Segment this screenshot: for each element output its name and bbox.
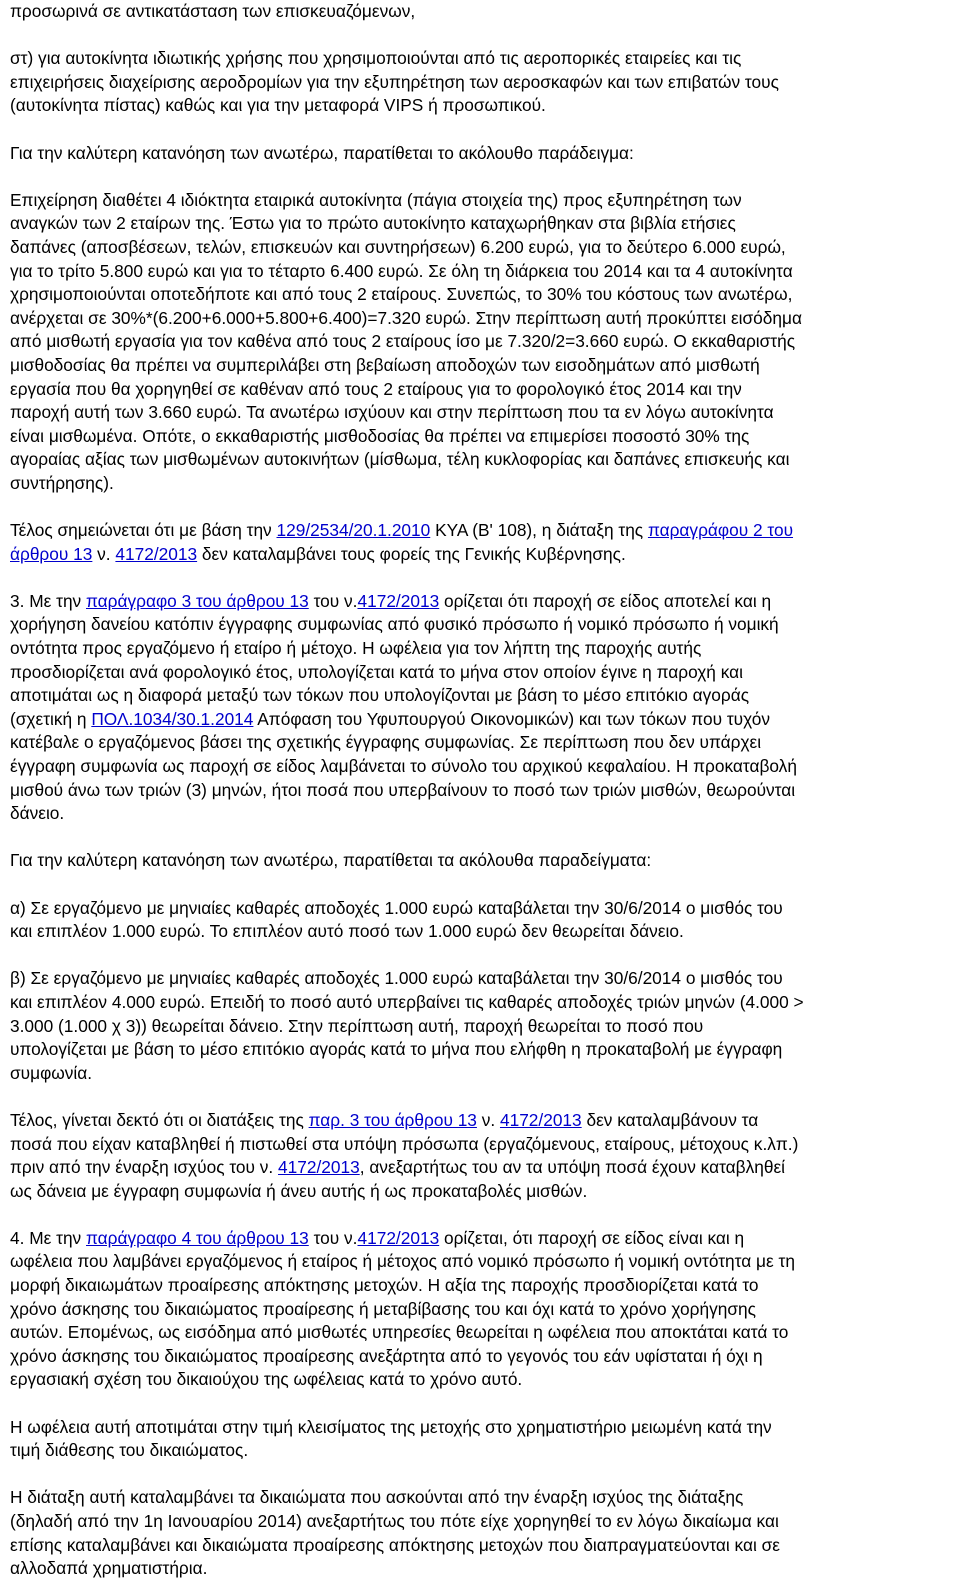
text-line: δάνειο. — [10, 803, 65, 824]
text-line: στ) για αυτοκίνητα ιδιωτικής χρήσης που χρησιμοποιούνται από τις αεροπορικές εταιρείες και τις — [10, 48, 742, 69]
paragraph-spacer — [10, 165, 950, 189]
text-run: Απόφαση του Υφυπουργού Οικονομικών) και των τόκων που τυχόν — [253, 708, 770, 729]
paragraph-example-a — [10, 897, 950, 944]
text-line: συμφωνία. — [10, 1062, 93, 1083]
paragraph-spacer — [10, 944, 950, 968]
text-run: ν. — [476, 1109, 500, 1130]
text-run: 3. Με την — [10, 590, 86, 611]
text-line: (αυτοκίνητα πίστας) καθώς και για την μεταφορά VIPS ή προσωπικού. — [10, 95, 546, 116]
text-line: αυτών. Επομένως, ως εισόδημα από μισθωτές υπηρεσίες θεωρείται η ωφέλεια που αποκτάται κατά το — [10, 1322, 789, 1343]
kya-link[interactable]: 129/2534/20.1.2010 — [276, 520, 431, 541]
paragraph-spacer — [10, 566, 950, 590]
text-line: χρόνο άσκησης του δικαιώματος προαίρεσης ανεξάρτητα από το γεγονός του εάν υφίσταται ή όχι η — [10, 1345, 763, 1366]
text-run: Τέλος, γίνεται δεκτό ότι οι διατάξεις της — [10, 1109, 309, 1130]
paragraph-spacer — [10, 873, 950, 897]
text-line: (δηλαδή από την 1η Ιανουαρίου 2014) ανεξαρτήτως του πότε είχε χορηγηθεί το εν λόγω δικαίωμα και — [10, 1511, 779, 1531]
paragraph-scope — [10, 1486, 950, 1580]
text-line: έγγραφη συμφωνία ως παροχή σε είδος λαμβάνεται το σύνολο του αρχικού κεφαλαίου. Η προκαταβολή — [10, 756, 797, 776]
paragraph-spacer — [10, 1463, 950, 1487]
text-run: ν. — [92, 543, 116, 564]
text-line: ως δάνεια με έγγραφη συμφωνία ή άνευ αυτής ή ως προκαταβολές μισθών. — [10, 1180, 588, 1201]
paragraph-valuation — [10, 1416, 950, 1463]
text-line: επιχειρήσεις διαχείρισης αεροδρομίων για την εξυπηρέτηση των αεροσκαφών και των επιβατών τους — [10, 71, 779, 92]
law-4172-link[interactable]: 4172/2013 — [357, 1227, 440, 1248]
text-run: (σχετική η — [10, 708, 92, 729]
text-line: β) Σε εργαζόμενο με μηνιαίες καθαρές αποδοχές 1.000 ευρώ καταβάλεται την 30/6/2014 ο μισθός του — [10, 968, 783, 989]
text-line: επίσης καταλαμβάνει και δικαιώματα προαίρεσης απόκτησης μετοχών που διαπραγματεύονται και σε — [10, 1534, 780, 1555]
text-line: για το τρίτο 5.800 ευρώ και για το τέταρτο 6.400 ευρώ. Σε όλη τη διάρκεια του 2014 και τα 4 αυτοκίνητα — [10, 260, 793, 281]
text-line: προσωρινά σε αντικατάσταση των επισκευαζόμενων, — [10, 1, 416, 21]
text-line: αναγκών των 2 εταίρων της. Έστω για το πρώτο αυτοκίνητο καταχωρήθηκαν στα βιβλία ετήσιες — [10, 213, 736, 234]
text-line: υπολογίζεται με βάση το μέσο επιτόκιο αγοράς κατά το μήνα που ελήφθη η προκαταβολή με έγγραφη — [10, 1039, 783, 1060]
text-run: δεν καταλαμβάνει τους φορείς της Γενικής Κυβέρνησης. — [197, 543, 626, 564]
text-line: Επιχείρηση διαθέτει 4 ιδιόκτητα εταιρικά αυτοκίνητα (πάγια στοιχεία της) προς εξυπηρέτηση των — [10, 189, 742, 210]
pol-1034-link[interactable]: ΠΟΛ.1034/30.1.2014 — [91, 708, 254, 729]
text-line: είναι μισθωμένα. Οπότε, ο εκκαθαριστής μισθοδοσίας θα πρέπει να επιμερίσει ποσοστό 30% της — [10, 425, 750, 446]
law-4172-link[interactable]: 4172/2013 — [115, 543, 198, 564]
text-line: και επιπλέον 4.000 ευρώ. Επειδή το ποσό αυτό υπερβαίνει τις καθαρές αποδοχές τριών μηνών (4.000 > — [10, 991, 804, 1012]
paragraph-example-cars — [10, 189, 950, 496]
text-line: Για την καλύτερη κατανόηση των ανωτέρω, παρατίθεται τα ακόλουθα παραδείγματα: — [10, 850, 652, 871]
text-line: εργασία που θα χορηγηθεί σε καθέναν από τους 2 εταίρους για το φορολογικό έτος 2014 και την — [10, 378, 742, 399]
text-line: τιμή διάθεσης του δικαιώματος. — [10, 1440, 249, 1461]
par-3-article-13-link[interactable]: παρ. 3 του άρθρου 13 — [308, 1109, 477, 1130]
paragraph-continuation — [10, 0, 950, 24]
text-line: μορφή δικαιωμάτων προαίρεσης απόκτησης μετοχών. Η αξία της παροχής προσδιορίζεται κατά το — [10, 1275, 759, 1296]
document-page — [10, 0, 950, 1581]
text-line: εργασιακή σχέση του δικαιούχου της ωφέλειας κατά το χρόνο αυτό. — [10, 1369, 523, 1390]
text-line: αγοραίας αξίας των μισθωμένων αυτοκινήτων (μίσθωμα, τέλη κυκλοφορίας και δαπάνες επισκευής και — [10, 449, 790, 470]
text-run: πριν από την έναρξη ισχύος του ν. — [10, 1157, 279, 1178]
text-run: ΚΥΑ (Β' 108), η διάταξη της — [430, 520, 648, 541]
text-line: και επιπλέον 1.000 ευρώ. Το επιπλέον αυτό ποσό των 1.000 ευρώ δεν θεωρείται δάνειο. — [10, 921, 684, 942]
text-line: συντήρησης). — [10, 472, 114, 493]
text-line: Για την καλύτερη κατανόηση των ανωτέρω, παρατίθεται το ακόλουθο παράδειγμα: — [10, 142, 634, 163]
text-line: 3.000 (1.000 χ 3)) θεωρείται δάνειο. Στην περίπτωση αυτή, παροχή θεωρείται το ποσό που — [10, 1015, 704, 1036]
text-line: κατέβαλε ο εργαζόμενος βάσει της σχετικής έγγραφης συμφωνίας. Σε περίπτωση που δεν υπάρχει — [10, 732, 762, 753]
paragraph-spacer — [10, 1203, 950, 1227]
paragraph-spacer — [10, 24, 950, 48]
law-4172-link[interactable]: 4172/2013 — [357, 590, 440, 611]
text-run: δεν καταλαμβάνουν τα — [581, 1109, 759, 1130]
text-run: ορίζεται, ότι παροχή σε είδος είναι και η — [439, 1227, 745, 1248]
text-line: μισθοδοσίας θα πρέπει να συμπεριλάβει στη βεβαίωση αποδοχών των εισοδημάτων από μισθωτή — [10, 354, 760, 375]
law-4172-link[interactable]: 4172/2013 — [499, 1109, 582, 1130]
article-13-link[interactable]: άρθρου 13 — [10, 543, 93, 564]
text-line: αλλοδαπά χρηματιστήρια. — [10, 1558, 208, 1579]
text-line: από μισθωτή εργασία για τον καθένα από τους 2 εταίρους ίσο με 7.320/2=3.660 ευρώ. Ο εκκαθαριστής — [10, 331, 796, 352]
text-line: χρησιμοποιούνται οποτεδήποτε και από τους 2 εταίρους. Συνεπώς, το 30% του κόστους των ανωτέρω, — [10, 284, 793, 305]
text-run: ορίζεται ότι παροχή σε είδος αποτελεί και η — [439, 590, 772, 611]
paragraph-3-article-13-link[interactable]: παράγραφο 3 του άρθρου 13 — [86, 590, 309, 611]
paragraph-spacer — [10, 495, 950, 519]
text-line: χρόνο άσκησης του δικαιώματος προαίρεσης ή μεταβίβασης του και όχι κατά το χρόνο χορήγησης — [10, 1298, 756, 1319]
paragraph-spacer — [10, 118, 950, 142]
text-line: δαπάνες (αποσβέσεων, τελών, επισκευών και συντηρήσεων) 6.200 ευρώ, για το δεύτερο 6.000 ευρώ, — [10, 236, 786, 257]
paragraph-spacer — [10, 1392, 950, 1416]
text-run: , ανεξαρτήτως του αν τα υπόψη ποσά έχουν καταβληθεί — [359, 1157, 786, 1178]
law-4172-link[interactable]: 4172/2013 — [278, 1157, 360, 1178]
text-line: αποτιμάται ως η διαφορά μεταξύ των τόκων που υπολογίζονται με βάση το μέσο επιτόκιο αγοράς — [10, 685, 750, 706]
paragraph-spacer — [10, 1085, 950, 1109]
text-line: ωφέλεια που λαμβάνει εργαζόμενος ή εταίρος ή μέτοχος από νομικό πρόσωπο ή νομική οντότητα με τη — [10, 1251, 795, 1272]
text-run: του ν. — [308, 1227, 358, 1248]
text-line: χορήγηση δανείου κατόπιν έγγραφης συμφωνίας από φυσικό πρόσωπο ή νομικό πρόσωπο ή νομική — [10, 614, 779, 635]
paragraph-examples-intro — [10, 849, 950, 873]
text-line: ανέρχεται σε 30%*(6.200+6.000+5.800+6.400)=7.320 ευρώ. Στην περίπτωση αυτή προκύπτει εισόδημα — [10, 307, 802, 328]
paragraph-section-3 — [10, 590, 950, 826]
text-line: προσδιορίζεται ανά φορολογικό έτος, υπολογίζεται κατά το μήνα στον οποίον έγινε η παροχή και — [10, 661, 743, 682]
paragraph-general-government — [10, 519, 950, 566]
paragraph-section-4 — [10, 1227, 950, 1392]
paragraph-example-intro — [10, 142, 950, 166]
text-line: α) Σε εργαζόμενο με μηνιαίες καθαρές αποδοχές 1.000 ευρώ καταβάλεται την 30/6/2014 ο μισθός του — [10, 897, 783, 918]
text-line: ποσά που είχαν καταβληθεί ή πιστωθεί στα υπόψη πρόσωπα (εργαζόμενους, εταίρους, μέτοχους κ.λπ.) — [10, 1133, 799, 1154]
text-line: παροχή αυτή των 3.660 ευρώ. Τα ανωτέρω ισχύουν και στην περίπτωση που τα εν λόγω αυτοκίνητα — [10, 402, 774, 423]
text-run: 4. Με την — [10, 1227, 86, 1248]
text-line: οντότητα προς εργαζόμενο ή εταίρο ή μέτοχο. Η ωφέλεια για τον λήπτη της παροχής αυτής — [10, 638, 702, 659]
text-line: μισθού άνω των τριών (3) μηνών, ήτοι ποσά που υπερβαίνουν το ποσό των τριών μισθών, θεωρούνται — [10, 779, 796, 800]
paragraph-spacer — [10, 826, 950, 850]
text-run: Τέλος σημειώνεται ότι με βάση την — [10, 520, 277, 541]
paragraph-4-article-13-link[interactable]: παράγραφο 4 του άρθρου 13 — [86, 1227, 309, 1248]
text-run: του ν. — [308, 590, 358, 611]
text-line: Η ωφέλεια αυτή αποτιμάται στην τιμή κλεισίματος της μετοχής στο χρηματιστήριο μειωμένη κατά την — [10, 1416, 772, 1437]
paragraph-2-link[interactable]: παραγράφου 2 του — [647, 520, 794, 541]
paragraph-item-st — [10, 47, 950, 118]
paragraph-transitional — [10, 1109, 950, 1203]
text-line: Η διάταξη αυτή καταλαμβάνει τα δικαιώματα που ασκούνται από την έναρξη ισχύος της διάταξης — [10, 1487, 744, 1508]
paragraph-example-b — [10, 967, 950, 1085]
